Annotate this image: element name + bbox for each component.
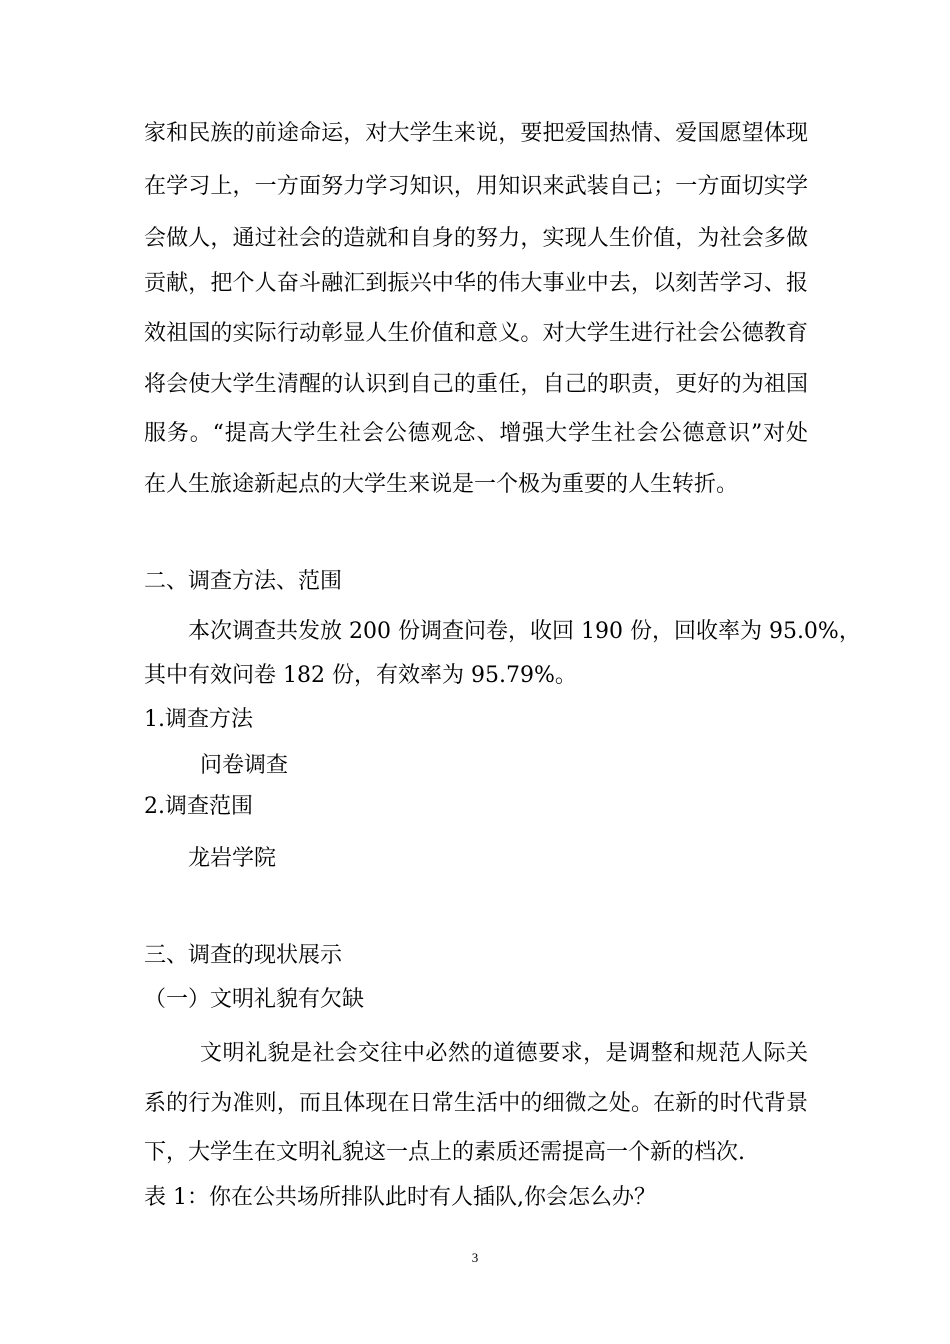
scope-heading: 2.调查范围	[144, 794, 253, 819]
table-caption: 表 1：你在公共场所排队此时有人插队,你会怎么办？	[144, 1185, 656, 1210]
intro-line-3: 会做人，通过社会的造就和自身的努力，实现人生价值，为社会多做	[144, 226, 808, 251]
section-3-subheading: （一）文明礼貌有欠缺	[144, 987, 365, 1012]
survey-summary-line-2: 其中有效问卷 182 份，有效率为 95.79%。	[144, 663, 577, 688]
section-2-heading: 二、调查方法、范围	[144, 569, 343, 594]
intro-line-1: 家和民族的前途命运，对大学生来说，要把爱国热情、爱国愿望体现	[144, 121, 808, 146]
intro-line-8: 在人生旅途新起点的大学生来说是一个极为重要的人生转折。	[144, 472, 739, 497]
method-heading: 1.调查方法	[144, 707, 253, 732]
intro-line-2: 在学习上，一方面努力学习知识，用知识来武装自己；一方面切实学	[144, 174, 808, 199]
etiquette-line-3: 下，大学生在文明礼貌这一点上的素质还需提高一个新的档次.	[144, 1140, 745, 1165]
intro-line-4: 贡献，把个人奋斗融汇到振兴中华的伟大事业中去，以刻苦学习、报	[144, 271, 808, 296]
section-3-heading: 三、调查的现状展示	[144, 943, 343, 968]
etiquette-line-2: 系的行为准则，而且体现在日常生活中的细微之处。在新的时代背景	[144, 1091, 808, 1116]
intro-line-5: 效祖国的实际行动彰显人生价值和意义。对大学生进行社会公德教育	[144, 321, 808, 346]
etiquette-line-1: 文明礼貌是社会交往中必然的道德要求，是调整和规范人际关	[200, 1041, 808, 1066]
scope-value: 龙岩学院	[188, 846, 277, 871]
survey-summary-line-1: 本次调查共发放 200 份调查问卷，收回 190 份，回收率为 95.0%，	[188, 619, 861, 644]
method-value: 问卷调查	[200, 753, 289, 778]
intro-line-6: 将会使大学生清醒的认识到自己的重任，自己的职责，更好的为祖国	[144, 372, 808, 397]
page-number: 3	[471, 1250, 479, 1265]
intro-line-7: 服务。“提高大学生社会公德观念、增强大学生社会公德意识”对处	[144, 421, 808, 446]
